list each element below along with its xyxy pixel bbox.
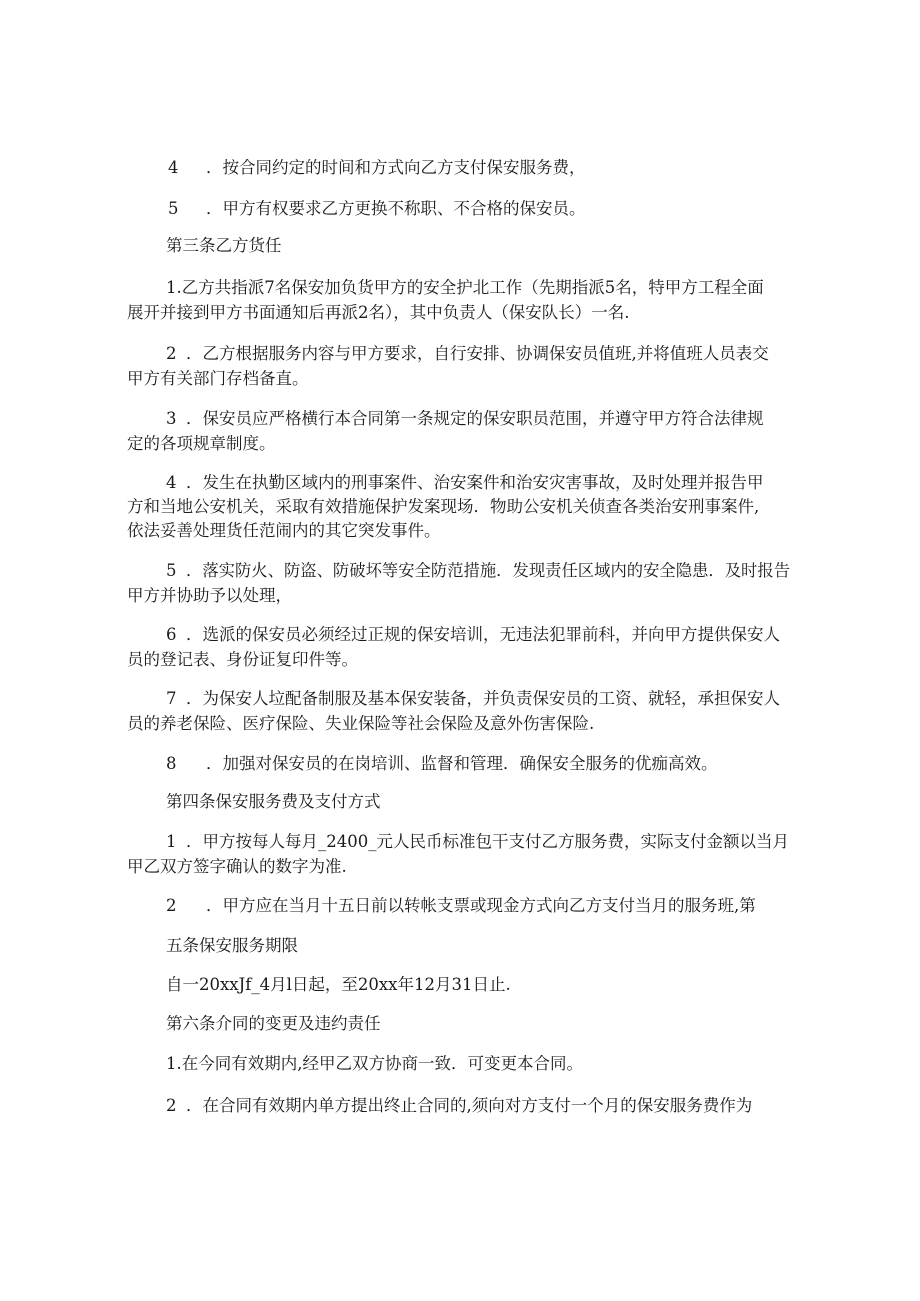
item-text: ．甲方有权要求乙方更换不称职、不合格的保安员。 [206,199,586,218]
item-number: 5 [166,561,177,580]
item-number: 3 [166,409,177,428]
paragraph-text: 员的登记表、身份证复印件等。 [127,650,358,669]
item-text: ．保安员应严格横行本合同第一条规定的保安职员范围，并遵守甲方符合法律规 [186,409,764,428]
item-text: ．落实防火、防盗、防破坏等安全防范措施．发现责任区域内的安全隐患．及时报告 [186,561,791,580]
heading-text: 第三条乙方货任 [166,236,282,255]
item-number: 1 [166,832,177,851]
paragraph-text: 1.乙方共指派7名保安加负货甲方的安全护北工作（先期指派5名，特甲方工程全面 [166,278,764,297]
paragraph-text: 自一20xxJf_4月l日起，至20xx年12月31日止. [166,975,511,994]
item-text: ．为保安人垃配备制服及基本保安装备，并负责保安员的工资、就轻，承担保安人 [186,689,780,708]
heading-text: 第四条保安服务费及支付方式 [166,792,381,811]
paragraph-text: 方和当地公安机关，采取有效措施保护发案现场．物助公安机关侦查各类治安刑事案件, [127,497,760,516]
item-number: 7 [166,689,177,708]
item-number: 4 [166,473,177,492]
item-number: 2 [166,344,177,363]
item-text: ．发生在执勤区域内的刑事案件、治安案件和治安灾害事故，及时处理并报告甲 [186,473,764,492]
paragraph-text: 定的各项规章制度。 [127,434,276,453]
paragraph-text: 1.在今同有效期内,经甲乙双方协商一致．可变更本合同。 [166,1054,583,1073]
item-text: ．加强对保安员的在岗培训、监督和管理．确保安全服务的优痂高效。 [206,754,718,773]
item-text: ．在合同有效期内单方提出终止合同的,须向对方支付一个月的保安服务费作为 [186,1096,753,1115]
item-text: ．乙方根据服务内容与甲方要求，自行安排、协调保安员值班,并将值班人员表交 [186,344,769,363]
paragraph-text: 甲方并协助予以处理， [127,586,292,605]
item-number: 5 [168,199,179,218]
heading-text: 五条保安服务期限 [166,936,298,955]
item-number: 8 [166,754,177,773]
heading-text: 第六条介同的变更及违约责任 [166,1014,381,1033]
item-text: ．甲方按每人每月_2400_元人民币标准包干支付乙方服务费，实际支付金额以当月 [186,832,789,851]
item-number: 2 [166,1096,177,1115]
paragraph-text: 员的养老保险、医疗保险、失业保险等社会保险及意外伤害保险. [127,714,595,733]
paragraph-text: 展开并接到甲方书面通知后再派2名），其中负责人（保安队长）一名. [127,303,630,322]
item-number: 4 [168,158,179,177]
item-number: 2 [166,896,177,915]
paragraph-text: 甲乙双方签字确认的数字为准. [127,857,347,876]
item-number: 6 [166,625,177,644]
paragraph-text: 甲方有关部门存档备直。 [127,369,309,388]
item-text: ．甲方应在当月十五日前以转帐支票或现金方式向乙方支付当月的服务班,第 [206,896,756,915]
paragraph-text: 依法妥善处理货任范闹内的其它突发事件。 [127,521,441,540]
item-text: ．按合同约定的时间和方式向乙方支付保安服务费， [206,158,586,177]
item-text: ．选派的保安员必须经过正规的保安培训，无违法犯罪前科，并向甲方提供保安人 [186,625,780,644]
